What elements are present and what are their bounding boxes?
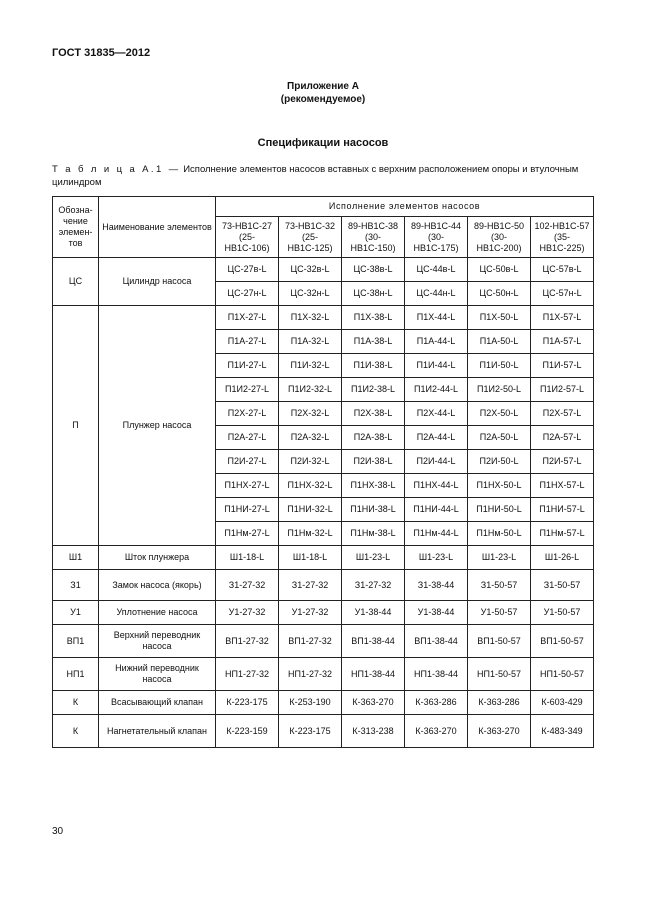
spec-cell: К-363-286 [468, 691, 531, 715]
designation-cell: НП1 [53, 658, 99, 691]
spec-cell: К-363-270 [468, 715, 531, 748]
spec-cell: У1-38-44 [405, 601, 468, 625]
table-row [53, 570, 594, 601]
spec-cell: П2А-38-L [342, 426, 405, 450]
spec-cell: У1-38-44 [342, 601, 405, 625]
table-caption-label: Т а б л и ц а А.1 — [52, 164, 181, 175]
spec-cell: К-253-190 [279, 691, 342, 715]
spec-cell: Ш1-18-L [216, 546, 279, 570]
spec-cell: НП1-50-57 [531, 658, 594, 691]
spec-cell: П1А-27-L [216, 330, 279, 354]
spec-cell: НП1-27-32 [216, 658, 279, 691]
spec-cell: К-223-175 [216, 691, 279, 715]
header-variant: 89-НВ1С-44 (30-НВ1С-175) [405, 217, 468, 258]
spec-cell: П1НХ-32-L [279, 474, 342, 498]
spec-cell: НП1-50-57 [468, 658, 531, 691]
spec-cell: ЦС-50н-L [468, 282, 531, 306]
designation-cell: К [53, 715, 99, 748]
spec-cell: П1И-27-L [216, 354, 279, 378]
spec-cell: К-363-286 [405, 691, 468, 715]
header-designation: Обозна-чение элемен-тов [53, 197, 99, 258]
designation-cell: ЦС [53, 258, 99, 306]
spec-cell: ВП1-38-44 [405, 625, 468, 658]
spec-cell: З1-38-44 [405, 570, 468, 601]
pump-specification-table [52, 196, 594, 748]
spec-cell: П1Х-32-L [279, 306, 342, 330]
spec-cell: ЦС-38н-L [342, 282, 405, 306]
spec-cell: НП1-27-32 [279, 658, 342, 691]
spec-cell: У1-27-32 [279, 601, 342, 625]
spec-cell: У1-27-32 [216, 601, 279, 625]
spec-cell: Ш1-26-L [531, 546, 594, 570]
spec-cell: П1НИ-27-L [216, 498, 279, 522]
table-row [53, 625, 594, 658]
designation-cell: К [53, 691, 99, 715]
designation-cell: У1 [53, 601, 99, 625]
element-name-cell: Нагнетательный клапан [99, 715, 216, 748]
spec-cell: П2А-27-L [216, 426, 279, 450]
spec-cell: П1А-32-L [279, 330, 342, 354]
spec-cell: К-483-349 [531, 715, 594, 748]
spec-cell: Ш1-23-L [342, 546, 405, 570]
spec-cell: П1И2-57-L [531, 378, 594, 402]
header-variant: 89-НВ1С-38 (30-НВ1С-150) [342, 217, 405, 258]
spec-cell: П2И-38-L [342, 450, 405, 474]
header-variant: 73-НВ1С-27 (25-НВ1С-106) [216, 217, 279, 258]
spec-cell: П1НХ-38-L [342, 474, 405, 498]
spec-cell: У1-50-57 [531, 601, 594, 625]
spec-cell: П1Нм-32-L [279, 522, 342, 546]
spec-cell: П1НХ-44-L [405, 474, 468, 498]
spec-cell: П1НХ-50-L [468, 474, 531, 498]
spec-cell: К-223-175 [279, 715, 342, 748]
spec-cell: ЦС-38в-L [342, 258, 405, 282]
spec-cell: П1А-50-L [468, 330, 531, 354]
spec-cell: П2И-57-L [531, 450, 594, 474]
spec-cell: ЦС-50в-L [468, 258, 531, 282]
spec-cell: П2Х-27-L [216, 402, 279, 426]
table-caption-text: Исполнение элементов насосов вставных с верхним расположением опоры и втулочным цилиндром [52, 164, 579, 188]
element-name-cell: Всасывающий клапан [99, 691, 216, 715]
spec-cell: П1НИ-38-L [342, 498, 405, 522]
spec-cell: ВП1-27-32 [279, 625, 342, 658]
page-number: 30 [52, 826, 64, 837]
table-row [53, 691, 594, 715]
spec-cell: З1-27-32 [216, 570, 279, 601]
spec-cell: П1И2-32-L [279, 378, 342, 402]
spec-cell: К-363-270 [342, 691, 405, 715]
element-name-cell: Нижний переводник насоса [99, 658, 216, 691]
spec-cell: П1И-44-L [405, 354, 468, 378]
spec-cell: П2Х-38-L [342, 402, 405, 426]
element-name-cell: Шток плунжера [99, 546, 216, 570]
table-row [53, 658, 594, 691]
spec-cell: У1-50-57 [468, 601, 531, 625]
spec-cell: ЦС-32н-L [279, 282, 342, 306]
spec-cell: ВП1-27-32 [216, 625, 279, 658]
spec-cell: П1Нм-57-L [531, 522, 594, 546]
spec-cell: НП1-38-44 [405, 658, 468, 691]
spec-cell: П1НХ-27-L [216, 474, 279, 498]
spec-cell: П1И2-50-L [468, 378, 531, 402]
spec-cell: ЦС-57н-L [531, 282, 594, 306]
designation-cell: П [53, 306, 99, 546]
spec-cell: П1Нм-44-L [405, 522, 468, 546]
spec-cell: П1А-38-L [342, 330, 405, 354]
designation-cell: ВП1 [53, 625, 99, 658]
spec-cell: П2И-32-L [279, 450, 342, 474]
spec-cell: ВП1-50-57 [468, 625, 531, 658]
spec-cell: П1Х-27-L [216, 306, 279, 330]
spec-cell: Ш1-18-L [279, 546, 342, 570]
spec-cell: З1-50-57 [468, 570, 531, 601]
spec-cell: П1А-44-L [405, 330, 468, 354]
spec-cell: П1И-50-L [468, 354, 531, 378]
element-name-cell: Цилиндр насоса [99, 258, 216, 306]
table-caption [52, 163, 592, 189]
spec-cell: ЦС-44в-L [405, 258, 468, 282]
spec-cell: П1НХ-57-L [531, 474, 594, 498]
spec-cell: П1И2-27-L [216, 378, 279, 402]
spec-cell: П2А-44-L [405, 426, 468, 450]
spec-cell: П1И2-38-L [342, 378, 405, 402]
table-row [53, 306, 594, 330]
spec-cell: П1И2-44-L [405, 378, 468, 402]
designation-cell: Ш1 [53, 546, 99, 570]
spec-cell: ЦС-57в-L [531, 258, 594, 282]
spec-cell: П1Х-38-L [342, 306, 405, 330]
spec-cell: П1А-57-L [531, 330, 594, 354]
spec-cell: ЦС-32в-L [279, 258, 342, 282]
spec-cell: ВП1-38-44 [342, 625, 405, 658]
spec-cell: П1НИ-44-L [405, 498, 468, 522]
header-element-name: Наименование элементов [99, 197, 216, 258]
spec-cell: П1Нм-50-L [468, 522, 531, 546]
spec-cell: П2И-27-L [216, 450, 279, 474]
element-name-cell: Верхний переводник насоса [99, 625, 216, 658]
spec-cell: П2А-57-L [531, 426, 594, 450]
spec-cell: П1И-57-L [531, 354, 594, 378]
appendix-heading [0, 80, 646, 106]
spec-cell: ВП1-50-57 [531, 625, 594, 658]
spec-cell: П2Х-50-L [468, 402, 531, 426]
spec-cell: П1Нм-27-L [216, 522, 279, 546]
spec-cell: ЦС-27н-L [216, 282, 279, 306]
spec-cell: П2А-50-L [468, 426, 531, 450]
spec-cell: П2А-32-L [279, 426, 342, 450]
table-row [53, 715, 594, 748]
spec-cell: З1-27-32 [342, 570, 405, 601]
spec-cell: К-363-270 [405, 715, 468, 748]
header-variant: 73-НВ1С-32 (25-НВ1С-125) [279, 217, 342, 258]
spec-cell: П1НИ-57-L [531, 498, 594, 522]
spec-cell: К-603-429 [531, 691, 594, 715]
appendix-title: Приложение А [287, 81, 359, 92]
element-name-cell: Уплотнение насоса [99, 601, 216, 625]
spec-cell: П1И-32-L [279, 354, 342, 378]
section-title: Спецификации насосов [257, 137, 389, 149]
header-variant: 89-НВ1С-50 (30-НВ1С-200) [468, 217, 531, 258]
spec-cell: П1Х-57-L [531, 306, 594, 330]
spec-cell: П1Х-50-L [468, 306, 531, 330]
spec-cell: НП1-38-44 [342, 658, 405, 691]
spec-cell: П2Х-32-L [279, 402, 342, 426]
spec-cell: ЦС-27в-L [216, 258, 279, 282]
designation-cell: З1 [53, 570, 99, 601]
spec-cell: П2Х-57-L [531, 402, 594, 426]
spec-cell: П1НИ-32-L [279, 498, 342, 522]
element-name-cell: Плунжер насоса [99, 306, 216, 546]
table-row [53, 601, 594, 625]
spec-cell: П2И-44-L [405, 450, 468, 474]
spec-cell: П1Х-44-L [405, 306, 468, 330]
document-standard-header: ГОСТ 31835—2012 [52, 47, 151, 59]
table-row [53, 258, 594, 282]
table-row [53, 546, 594, 570]
spec-cell: Ш1-23-L [405, 546, 468, 570]
spec-cell: К-223-159 [216, 715, 279, 748]
spec-cell: П1Нм-38-L [342, 522, 405, 546]
header-variant: 102-НВ1С-57 (35-НВ1С-225) [531, 217, 594, 258]
spec-cell: П1И-38-L [342, 354, 405, 378]
table-header-row [53, 197, 594, 217]
header-variants-group: Исполнение элементов насосов [216, 197, 594, 217]
spec-cell: ЦС-44н-L [405, 282, 468, 306]
spec-cell: П2Х-44-L [405, 402, 468, 426]
spec-cell: К-313-238 [342, 715, 405, 748]
appendix-subtitle: (рекомендуемое) [280, 94, 366, 105]
spec-cell: П1НИ-50-L [468, 498, 531, 522]
element-name-cell: Замок насоса (якорь) [99, 570, 216, 601]
spec-cell: З1-50-57 [531, 570, 594, 601]
spec-cell: П2И-50-L [468, 450, 531, 474]
spec-cell: Ш1-23-L [468, 546, 531, 570]
spec-cell: З1-27-32 [279, 570, 342, 601]
